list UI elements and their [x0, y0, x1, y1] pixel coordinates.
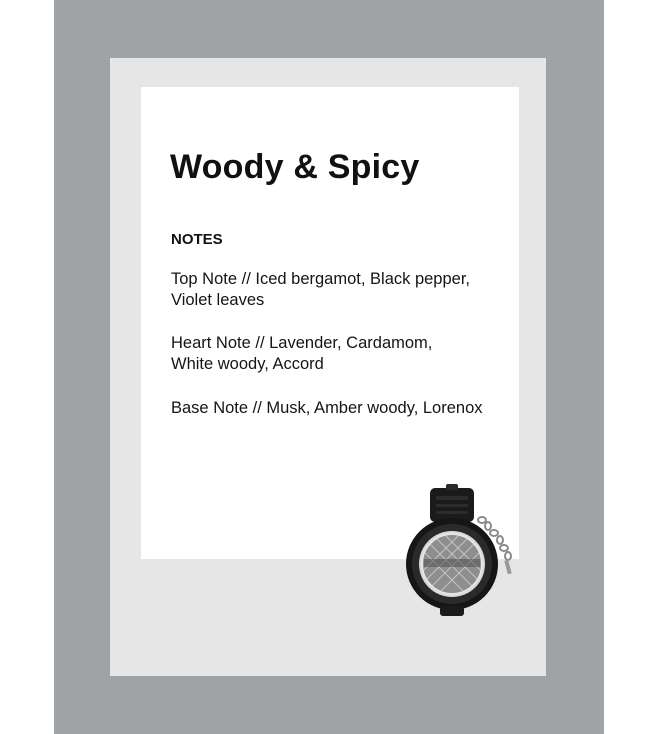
top-note: Top Note // Iced bergamot, Black pepper, Violet leaves	[171, 270, 471, 309]
notes-heading: NOTES	[171, 231, 223, 248]
handcuff-perfume-bottle-icon	[400, 482, 522, 620]
page-title: Woody & Spicy	[170, 148, 420, 186]
heart-note: Heart Note // Lavender, Cardamom, White woody, Accord	[171, 334, 433, 373]
base-note: Base Note // Musk, Amber woody, Lorenox	[171, 399, 483, 417]
